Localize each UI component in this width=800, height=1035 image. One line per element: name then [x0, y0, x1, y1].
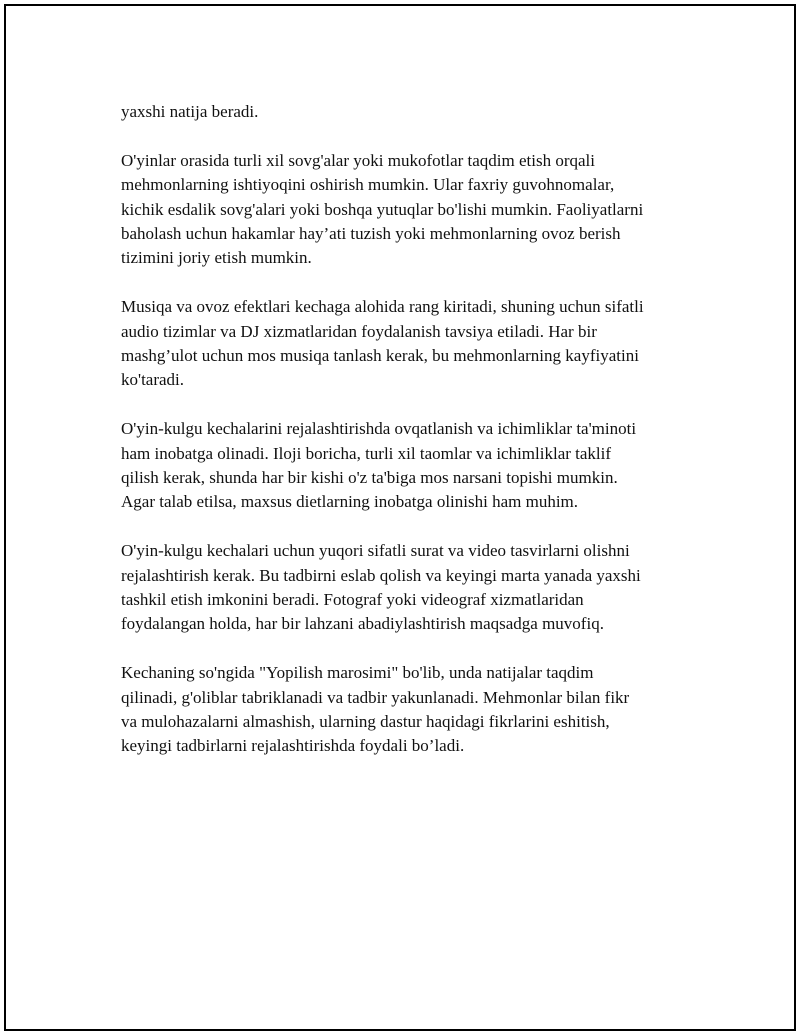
document-page [4, 4, 796, 1031]
text-line: rejalashtirish kerak. Bu tadbirni eslab qolish va keyingi marta yanada yaxshi [121, 565, 641, 585]
text-line: mehmonlarning ishtiyoqini oshirish mumkin. Ular faxriy guvohnomalar, [121, 175, 615, 195]
text-line: ko'taradi. [121, 370, 185, 390]
text-line: O'yin-kulgu kechalari uchun yuqori sifatli surat va video tasvirlarni olishni [121, 541, 630, 561]
text-line: tashkil etish imkonini beradi. Fotograf yoki videograf xizmatlaridan [121, 590, 584, 610]
paragraph-1 [121, 100, 696, 124]
text-line: keyingi tadbirlarni rejalashtirishda foydali bo’ladi. [121, 736, 465, 756]
text-line: Musiqa va ovoz efektlari kechaga alohida rang kiritadi, shuning uchun sifatli [121, 297, 644, 317]
text-line: yaxshi natija beradi. [121, 102, 259, 121]
paragraph-2 [121, 149, 696, 271]
text-line: Kechaning so'ngida "Yopilish marosimi" bo'lib, unda natijalar taqdim [121, 663, 594, 683]
text-line: Agar talab etilsa, maxsus dietlarning inobatga olinishi ham muhim. [121, 492, 579, 512]
text-line: qilish kerak, shunda har bir kishi o'z ta'biga mos narsani topishi mumkin. [121, 468, 618, 488]
text-line: O'yin-kulgu kechalarini rejalashtirishda ovqatlanish va ichimliklar ta'minoti [121, 419, 637, 439]
document-body [121, 100, 696, 783]
text-line: baholash uchun hakamlar hay’ati tuzish yoki mehmonlarning ovoz berish [121, 224, 621, 244]
paragraph-5 [121, 539, 696, 637]
text-line: audio tizimlar va DJ xizmatlaridan foydalanish tavsiya etiladi. Har bir [121, 321, 597, 341]
text-line: kichik esdalik sovg'alari yoki boshqa yutuqlar bo'lishi mumkin. Faoliyatlarni [121, 199, 644, 219]
text-line: mashg’ulot uchun mos musiqa tanlash kerak, bu mehmonlarning kayfiyatini [121, 346, 639, 366]
text-line: ham inobatga olinadi. Iloji boricha, turli xil taomlar va ichimliklar taklif [121, 443, 612, 463]
text-line: qilinadi, g'oliblar tabriklanadi va tadbir yakunlanadi. Mehmonlar bilan fikr [121, 687, 630, 707]
text-line: tizimini joriy etish mumkin. [121, 248, 312, 268]
text-line: va mulohazalarni almashish, ularning dastur haqidagi fikrlarini eshitish, [121, 712, 610, 732]
paragraph-6 [121, 661, 696, 759]
text-line: foydalangan holda, har bir lahzani abadiylashtirish maqsadga muvofiq. [121, 614, 604, 634]
text-line: O'yinlar orasida turli xil sovg'alar yoki mukofotlar taqdim etish orqali [121, 150, 595, 170]
paragraph-3 [121, 295, 696, 393]
paragraph-4 [121, 417, 696, 515]
